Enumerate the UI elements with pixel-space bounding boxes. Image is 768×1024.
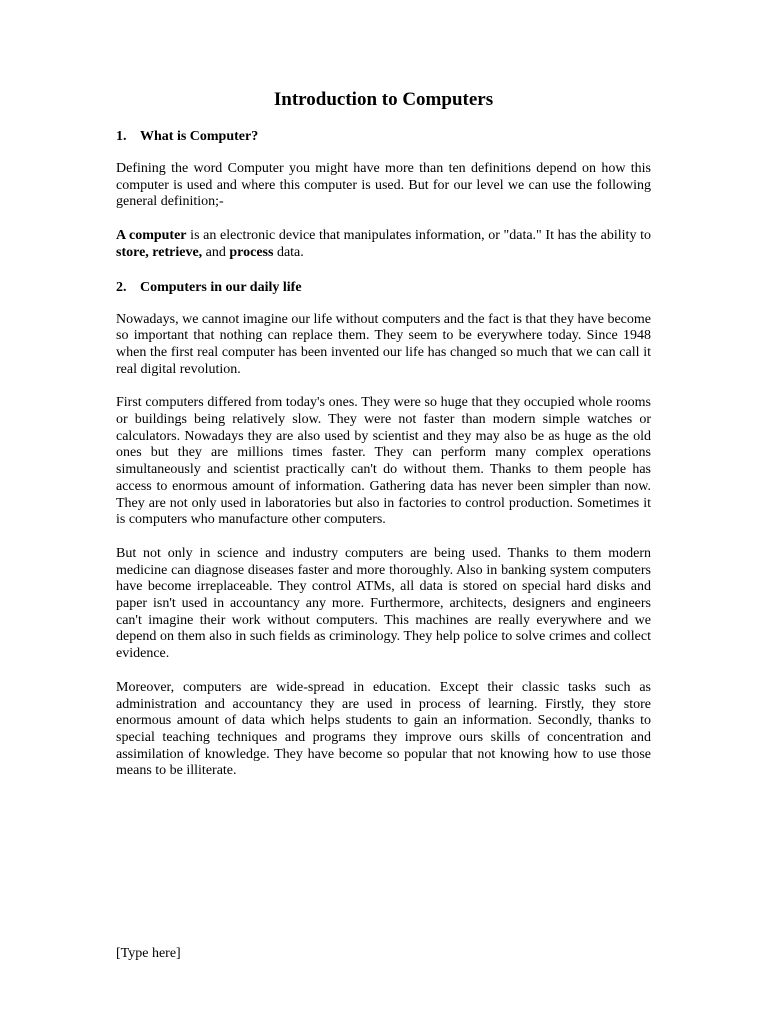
definition-text-c: and bbox=[202, 244, 230, 260]
document-title: Introduction to Computers bbox=[273, 89, 494, 110]
paragraph-education: Moreover, computers are wide-spread in education. Except their classic tasks such as administration and accountancy they are used in process of learning. Firstly, they store enormous amount of data which helps students to gain an information. Secondly, thanks to special teaching techniques and programs they improve ours skills of concentration and assimilation of knowledge. They have become so popular that not knowing how to use those means to be illiterate. bbox=[116, 679, 651, 779]
section-number: 1. bbox=[116, 129, 127, 144]
paragraph-definition-intro: Defining the word Computer you might have more than ten definitions depend on how this computer is used and where this computer is used. But for our level we can use the following general definition;- bbox=[116, 161, 651, 210]
paragraph-computer-definition bbox=[116, 228, 651, 261]
term-store-retrieve: store, retrieve, bbox=[116, 244, 203, 260]
term-a-computer: A computer bbox=[116, 228, 187, 244]
section-heading-text: What is Computer? bbox=[140, 129, 259, 144]
section-number: 2. bbox=[116, 279, 127, 295]
paragraph-science-industry: But not only in science and industry computers are being used. Thanks to them modern medicine can diagnose diseases faster and more thoroughly. Also in banking system computers have become irreplaceable. They control ATMs, all data is stored on special hard disks and paper isn't used in accountancy any more. Furthermore, architects, designers and engineers can't imagine their work without computers. This machines are really everywhere and we depend on them also in such fields as criminology. They help police to solve crimes and collect evidence. bbox=[116, 545, 651, 662]
definition-text-e: data. bbox=[273, 244, 304, 260]
paragraph-nowadays: Nowadays, we cannot imagine our life without computers and the fact is that they have become so important that nothing can replace them. They seem to be everywhere today. Since 1948 when the first real computer has been invented our life has changed so much that we can call it real digital revolution. bbox=[116, 311, 651, 377]
section-heading-daily-life bbox=[116, 279, 651, 296]
footer-placeholder: [Type here] bbox=[116, 946, 181, 961]
paragraph-first-computers: First computers differed from today's ones. They were so huge that they occupied whole rooms or buildings being relatively slow. They were not faster than modern simple watches or calculators. Nowadays they are also used by scientist and they may also be as huge as the old ones but they are millions times faster. They can perform many complex operations simultaneously and scientist practically can't do without them. Thanks to them people has access to enormous amount of information. Gathering data has never been simpler than now. They are not only used in laboratories but also in factories to control production. Sometimes it is computers who manufacture other computers. bbox=[116, 395, 651, 528]
definition-text-a: is an electronic device that manipulates information, or "data." It has the ability to bbox=[186, 228, 651, 244]
section-heading-what-is-computer bbox=[116, 128, 651, 145]
term-process: process bbox=[229, 244, 274, 260]
section-heading-text: Computers in our daily life bbox=[140, 279, 302, 295]
document-body bbox=[116, 88, 651, 797]
